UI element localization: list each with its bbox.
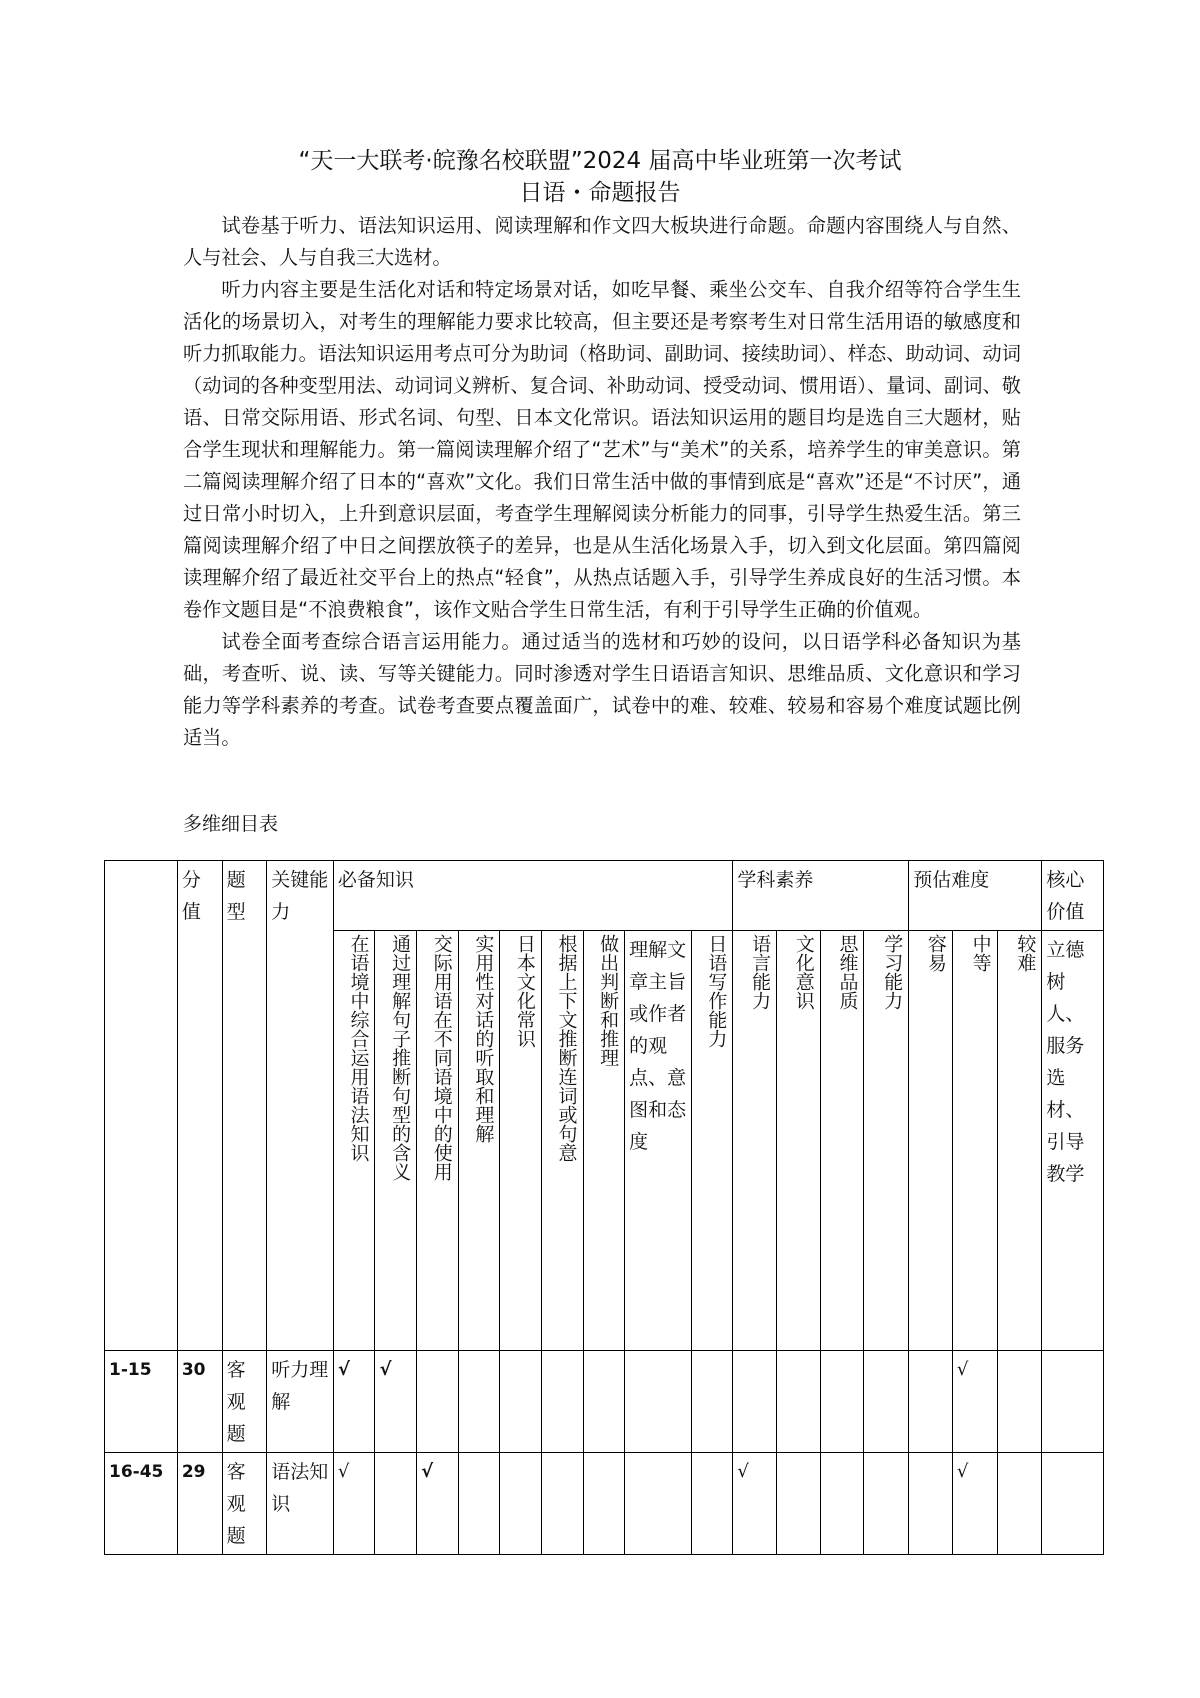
header-literacy: 学科素养 (733, 861, 909, 931)
row-2-ability: 语法知识 (267, 1453, 334, 1555)
header-score: 分值 (177, 861, 222, 1351)
table-header-row-1 (105, 861, 1104, 931)
specification-table (104, 860, 1104, 1555)
row-2-d3 (997, 1453, 1042, 1555)
knowledge-col-2: 通过理解句子推断句型的含义 (375, 931, 417, 1351)
row-1-k2: √ (375, 1351, 417, 1453)
difficulty-col-medium: 中等 (952, 931, 997, 1351)
row-2-k4 (458, 1453, 500, 1555)
header-core-value: 核心价值 (1042, 861, 1104, 931)
row-2-k9 (691, 1453, 733, 1555)
row-2-k2 (375, 1453, 417, 1555)
document-subtitle: 日语・命题报告 (519, 180, 681, 206)
literacy-col-2: 文化意识 (777, 931, 821, 1351)
difficulty-col-hard: 较难 (997, 931, 1042, 1351)
paragraph-3: 试卷全面考查综合语言运用能力。通过适当的选材和巧妙的设问，以日语学科必备知识为基础，考查听、说、读、写等关键能力。同时渗透对学生日语语言知识、思维品质、文化意识和学习能力等学科素养的考查。试卷考查要点覆盖面广，试卷中的难、较难、较易和容易个难度试题比例适当。 (183, 630, 1021, 749)
difficulty-col-easy: 容易 (909, 931, 953, 1351)
header-key-ability: 关键能力 (267, 861, 334, 1351)
literacy-col-4: 学习能力 (864, 931, 909, 1351)
row-2-range: 16-45 (105, 1453, 178, 1555)
row-1-k8 (625, 1351, 692, 1453)
row-2-k1: √ (333, 1453, 375, 1555)
knowledge-col-6: 根据上下文推断连词或句意 (541, 931, 583, 1351)
row-1-d3 (997, 1351, 1042, 1453)
row-1-k1: √ (333, 1351, 375, 1453)
row-1-l2 (777, 1351, 821, 1453)
knowledge-col-5: 日本文化常识 (500, 931, 542, 1351)
row-2-k6 (541, 1453, 583, 1555)
header-blank-cell (105, 861, 178, 1351)
literacy-col-1: 语言能力 (733, 931, 777, 1351)
row-1-k4 (458, 1351, 500, 1453)
row-2-k3: √ (417, 1453, 459, 1555)
document-title: “天一大联考·皖豫名校联盟”2024 届高中毕业班第一次考试 (298, 148, 902, 174)
row-2-k7 (583, 1453, 625, 1555)
row-2-l3 (820, 1453, 864, 1555)
knowledge-col-1: 在语境中综合运用语法知识 (333, 931, 375, 1351)
row-2-d1 (909, 1453, 953, 1555)
row-1-ability: 听力理解 (267, 1351, 334, 1453)
row-2-score: 29 (177, 1453, 222, 1555)
row-1-k3 (417, 1351, 459, 1453)
row-1-l4 (864, 1351, 909, 1453)
row-2-core-value (1042, 1453, 1104, 1555)
table-row (105, 1351, 1104, 1453)
row-2-d2: √ (952, 1453, 997, 1555)
paragraph-2: 听力内容主要是生活化对话和特定场景对话，如吃早餐、乘坐公交车、自我介绍等符合学生生活化的场景切入，对考生的理解能力要求比较高，但主要还是考察考生对日常生活用语的敏感度和听力抓取能力。语法知识运用考点可分为助词（格助词、副助词、接续助词）、样态、助动词、动词（动词的各种变型用法、动词词义辨析、复合词、补助动词、授受动词、惯用语）、量词、副词、敬语、日常交际用语、形式名词、句型、日本文化常识。语法知识运用的题目均是选自三大题材，贴合学生现状和理解能力。第一篇阅读理解介绍了“艺术”与“美术”的关系，培养学生的审美意识。第二篇阅读理解介绍了日本的“喜欢”文化。我们日常生活中做的事情到底是“喜欢”还是“不讨厌”，通过日常小时切入，上升到意识层面，考查学生理解阅读分析能力的同事，引导学生热爱生活。第三篇阅读理解介绍了中日之间摆放筷子的差异，也是从生活化场景入手，切入到文化层面。第四篇阅读理解介绍了最近社交平台上的热点“轻食”，从热点话题入手，引导学生养成良好的生活习惯。本卷作文题目是“不浪费粮食”，该作文贴合学生日常生活，有利于引导学生正确的价值观。 (183, 278, 1022, 621)
row-1-d1 (909, 1351, 953, 1453)
knowledge-col-3: 交际用语在不同语境中的使用 (417, 931, 459, 1351)
row-2-k8 (625, 1453, 692, 1555)
header-knowledge: 必备知识 (333, 861, 733, 931)
row-1-d2: √ (952, 1351, 997, 1453)
paragraph-1: 试卷基于听力、语法知识运用、阅读理解和作文四大板块进行命题。命题内容围绕人与自然、人与社会、人与自我三大选材。 (183, 214, 1021, 269)
row-2-type: 客观题 (222, 1453, 267, 1555)
header-difficulty: 预估难度 (909, 861, 1042, 931)
row-1-range: 1-15 (105, 1351, 178, 1453)
table-row (105, 1453, 1104, 1555)
row-1-core-value (1042, 1351, 1104, 1453)
row-2-l1: √ (733, 1453, 777, 1555)
row-1-l1 (733, 1351, 777, 1453)
row-1-score: 30 (177, 1351, 222, 1453)
row-2-k5 (500, 1453, 542, 1555)
row-2-l4 (864, 1453, 909, 1555)
row-1-k7 (583, 1351, 625, 1453)
row-1-type: 客观题 (222, 1351, 267, 1453)
knowledge-col-8: 理解文章主旨或作者的观点、意图和态度 (625, 931, 692, 1351)
knowledge-col-4: 实用性对话的听取和理解 (458, 931, 500, 1351)
core-value-text: 立德树人、服务选材、引导教学 (1042, 931, 1104, 1351)
row-1-l3 (820, 1351, 864, 1453)
literacy-col-3: 思维品质 (820, 931, 864, 1351)
row-1-k6 (541, 1351, 583, 1453)
table-caption: 多维细目表 (183, 813, 279, 835)
report-body (183, 210, 1021, 754)
row-1-k5 (500, 1351, 542, 1453)
row-1-k9 (691, 1351, 733, 1453)
knowledge-col-9: 日语写作能力 (691, 931, 733, 1351)
row-2-l2 (777, 1453, 821, 1555)
knowledge-col-7: 做出判断和推理 (583, 931, 625, 1351)
header-type: 题型 (222, 861, 267, 1351)
